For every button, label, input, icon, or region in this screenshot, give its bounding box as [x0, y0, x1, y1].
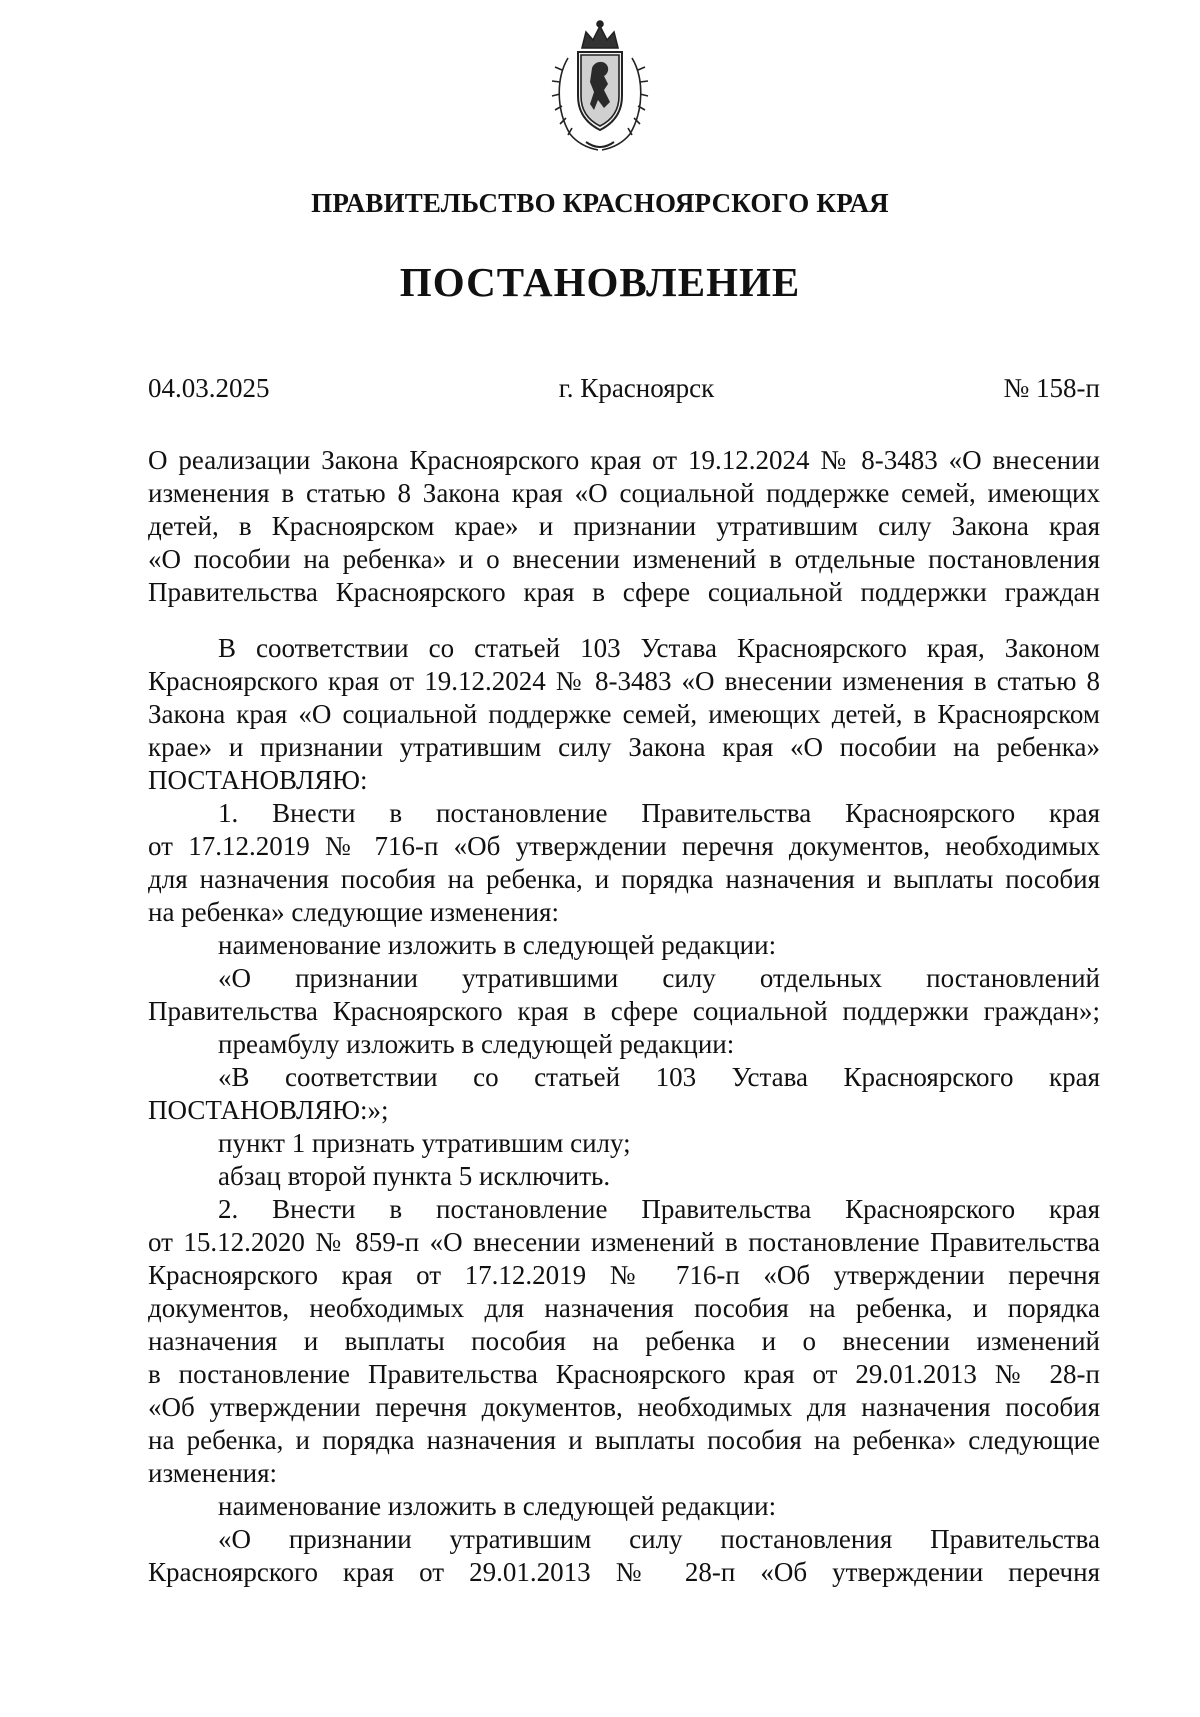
body-line: 2. Внести в постановление Правительства Красноярского края: [218, 1194, 1100, 1224]
body-line: 1. Внести в постановление Правительства Красноярского края: [218, 798, 1100, 828]
body-line: изменения:: [148, 1458, 278, 1488]
body-line: на ребенка» следующие изменения:: [148, 897, 559, 927]
body-line: наименование изложить в следующей редакции:: [218, 1491, 777, 1521]
body-line: от 15.12.2020 № 859-п «О внесении изменений в постановление Правительства: [148, 1227, 1100, 1257]
organization-heading: ПРАВИТЕЛЬСТВО КРАСНОЯРСКОГО КРАЯ: [311, 188, 889, 218]
body-line: абзац второй пункта 5 исключить.: [218, 1161, 611, 1191]
document-body: [148, 632, 1100, 1589]
body-line: ПОСТАНОВЛЯЮ:»;: [148, 1095, 389, 1125]
title-line: детей, в Красноярском крае» и признании утратившим силу Закона края: [148, 511, 1100, 541]
coat-of-arms-emblem: [548, 18, 652, 154]
document-subject-title: [148, 444, 1100, 609]
body-line: для назначения пособия на ребенка, и порядка назначения и выплаты пособия: [148, 864, 1100, 894]
body-line: «В соответствии со статьей 103 Устава Красноярского края: [218, 1062, 1100, 1092]
body-line: «Об утверждении перечня документов, необходимых для назначения пособия: [148, 1392, 1100, 1422]
document-number: № 158-п: [1003, 373, 1100, 403]
document-place: г. Красноярск: [558, 373, 715, 403]
body-line: «О признании утратившими силу отдельных постановлений: [218, 963, 1100, 993]
body-line: назначения и выплаты пособия на ребенка и о внесении изменений: [148, 1326, 1100, 1356]
title-line: «О пособии на ребенка» и о внесении изменений в отдельные постановления: [148, 544, 1100, 574]
title-line: изменения в статью 8 Закона края «О социальной поддержке семей, имеющих: [148, 478, 1100, 508]
body-line: Правительства Красноярского края в сфере социальной поддержки граждан»;: [148, 996, 1100, 1026]
document-date: 04.03.2025: [148, 373, 270, 403]
body-line: пункт 1 признать утратившим силу;: [218, 1128, 631, 1158]
body-line: ПОСТАНОВЛЯЮ:: [148, 765, 368, 795]
document-meta-row: [148, 373, 1100, 409]
body-line: преамбулу изложить в следующей редакции:: [218, 1029, 735, 1059]
title-line: О реализации Закона Красноярского края от 19.12.2024 № 8-3483 «О внесении: [148, 445, 1100, 475]
body-line: Закона края «О социальной поддержке семей, имеющих детей, в Красноярском: [148, 699, 1100, 729]
body-line: В соответствии со статьей 103 Устава Красноярского края, Законом: [218, 633, 1100, 663]
body-line: в постановление Правительства Красноярского края от 29.01.2013 № 28-п: [148, 1359, 1100, 1389]
body-line: от 17.12.2019 № 716-п «Об утверждении перечня документов, необходимых: [148, 831, 1100, 861]
title-line: Правительства Красноярского края в сфере социальной поддержки граждан: [148, 577, 1100, 607]
body-line: наименование изложить в следующей редакции:: [218, 930, 777, 960]
body-line: на ребенка, и порядка назначения и выплаты пособия на ребенка» следующие: [148, 1425, 1100, 1455]
body-line: Красноярского края от 29.01.2013 № 28-п «Об утверждении перечня: [148, 1557, 1100, 1587]
body-line: крае» и признании утратившим силу Закона края «О пособии на ребенка»: [148, 732, 1100, 762]
body-line: документов, необходимых для назначения пособия на ребенка, и порядка: [148, 1293, 1100, 1323]
document-type-heading: ПОСТАНОВЛЕНИЕ: [399, 259, 801, 305]
body-line: Красноярского края от 17.12.2019 № 716-п «Об утверждении перечня: [148, 1260, 1100, 1290]
body-line: Красноярского края от 19.12.2024 № 8-3483 «О внесении изменения в статью 8: [148, 666, 1100, 696]
body-line: «О признании утратившим силу постановления Правительства: [218, 1524, 1100, 1554]
